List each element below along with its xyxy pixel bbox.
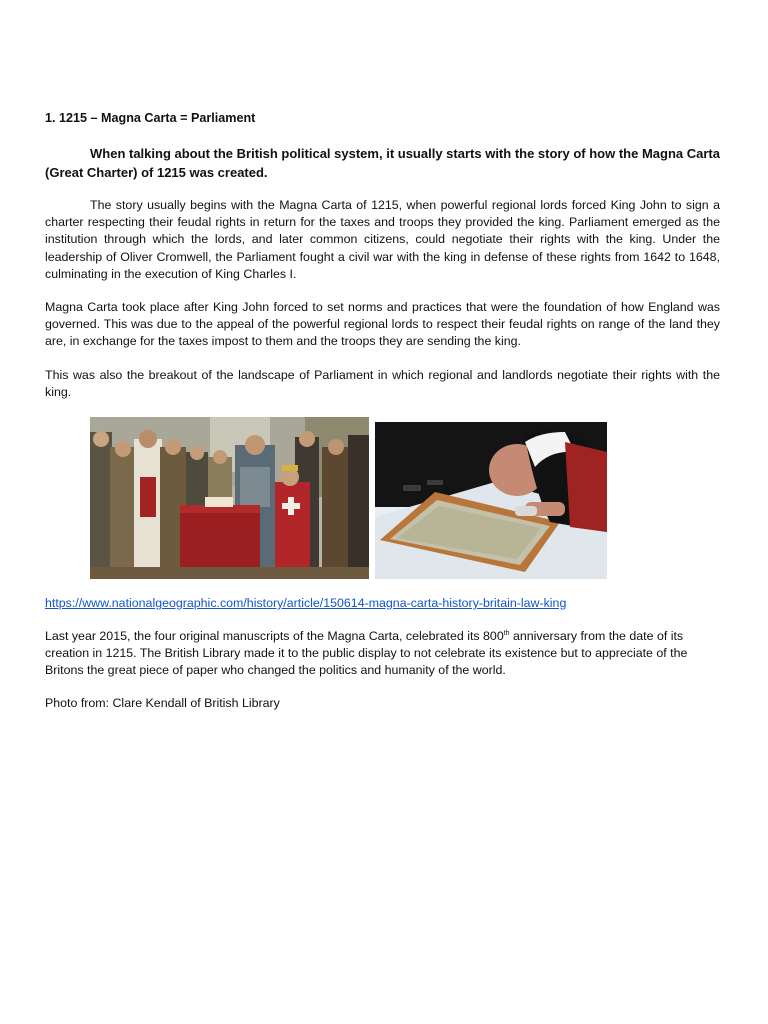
manuscript-inspection-photo [375,422,607,579]
body-paragraph-magna-carta: Magna Carta took place after King John forced to set norms and practices that were the foundation of how England was governed. This was due to the appeal of the powerful regional lords to respect their feudal rights on range of the land they are, in exchange for the taxes impost to them and the troops they are sending the king. [45,300,720,349]
section-heading: 1. 1215 – Magna Carta = Parliament [45,111,256,125]
lead-paragraph: When talking about the British political system, it usually starts with the story of how the Magna Carta (Great Charter) of 1215 was created. [45,146,720,180]
source-link[interactable]: https://www.nationalgeographic.com/history/article/150614-magna-carta-history-britain-law-king [45,596,567,610]
king-john-painting-image [90,417,369,579]
body-paragraph-parliament: This was also the breakout of the landscape of Parliament in which regional and landlords negotiate their rights with the king. [45,368,720,400]
anniversary-text-start: Last year 2015, the four original manuscripts of the Magna Carta, celebrated its 800 [45,629,504,643]
body-paragraph-story: The story usually begins with the Magna Carta of 1215, when powerful regional lords forced King John to sign a charter respecting their feudal rights in return for the taxes and troops they provided the king. Parliament emerged as the institution through which the lords, and later common citizens, could negotiate their rights with the king. Under the leadership of Oliver Cromwell, the Parliament fought a civil war with the king in defense of these rights from 1642 to 1648, culminating in the execution of King Charles I. [45,198,720,281]
ordinal-suffix: th [503,629,510,637]
body-paragraph-anniversary [45,628,720,680]
anniversary-text-end: anniversary from the date of its creation in 1215. The British Library made it to the public display to not celebrate its existence but to appreciate of the Britons the great piece of paper who changed the politics and humanity of the world. [45,629,688,678]
photo-credit: Photo from: Clare Kendall of British Library [45,696,280,710]
